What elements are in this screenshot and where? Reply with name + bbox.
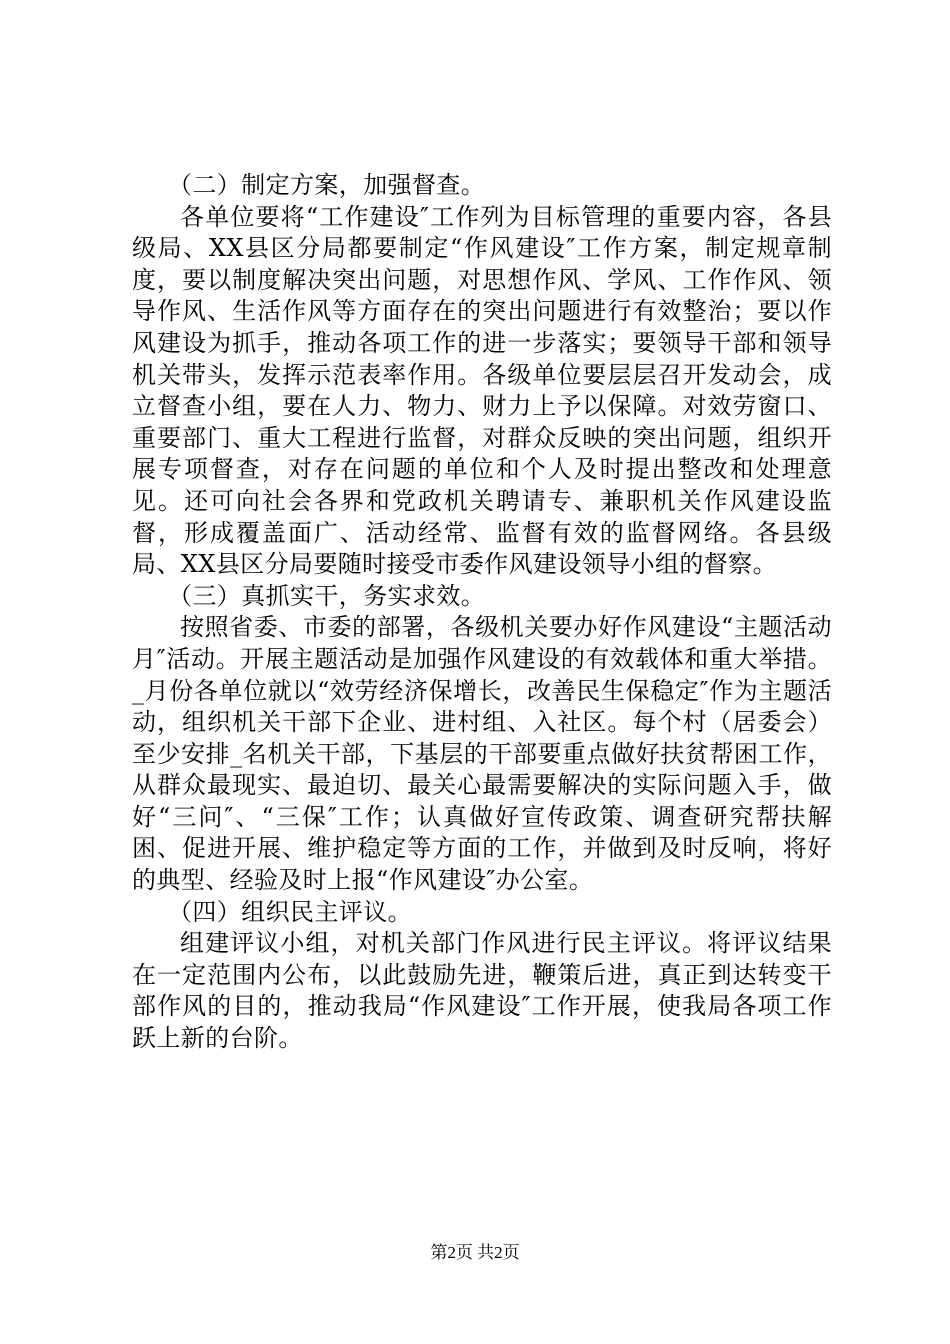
section-paragraph-2: 各单位要将“工作建设″工作列为目标管理的重要内容，各县级局、XX县区分局都要制定“作风建设″工作方案，制定规章制度，要以制度解决突出问题，对思想作风、学风、工作作风、领导作风、生活作风等方面存在的突出问题进行有效整治；要以作风建设为抓手，推动各项工作的进一步落实；要领导干部和领导机关带头，发挥示范表率作用。各级单位要层层召开发动会，成立督查小组，要在人力、物力、财力上予以保障。对效劳窗口、重要部门、重大工程进行监督，对群众反映的突出问题，组织开展专项督查，对存在问题的单位和个人及时提出整改和处理意见。还可向社会各界和党政机关聘请专、兼职机关作风建设监督，形成覆盖面广、活动经常、监督有效的监督网络。各县级局、XX县区分局要随时接受市委作风建设领导小组的督察。	[132, 202, 832, 579]
document-body	[132, 170, 832, 1055]
section-paragraph-3: 按照省委、市委的部署，各级机关要办好作风建设“主题活动月″活动。开展主题活动是加强作风建设的有效载体和重大举措。_月份各单位就以“效劳经济保增长，改善民生保稳定″作为主题活动，组织机关干部下企业、进村组、入社区。每个村（居委会）至少安排_名机关干部，下基层的干部要重点做好扶贫帮困工作，从群众最现实、最迫切、最关心最需要解决的实际问题入手，做好“三问″、“三保″工作；认真做好宣传政策、调查研究帮扶解困、促进开展、维护稳定等方面的工作，并做到及时反响，将好的典型、经验及时上报“作风建设″办公室。	[132, 613, 832, 895]
section-heading-2: （二）制定方案，加强督查。	[168, 171, 486, 199]
page-number-footer: 第2页 共2页	[430, 1243, 520, 1262]
section-heading-4: （四）组织民主评议。	[168, 897, 412, 926]
section-heading-3: （三）真抓实干，务实求效。	[168, 581, 486, 610]
section-paragraph-4: 组建评议小组，对机关部门作风进行民主评议。将评议结果在一定范围内公布，以此鼓励先进，鞭策后进，真正到达转变干部作风的目的，推动我局“作风建设″工作开展，使我局各项工作跃上新的台阶。	[132, 929, 832, 1053]
